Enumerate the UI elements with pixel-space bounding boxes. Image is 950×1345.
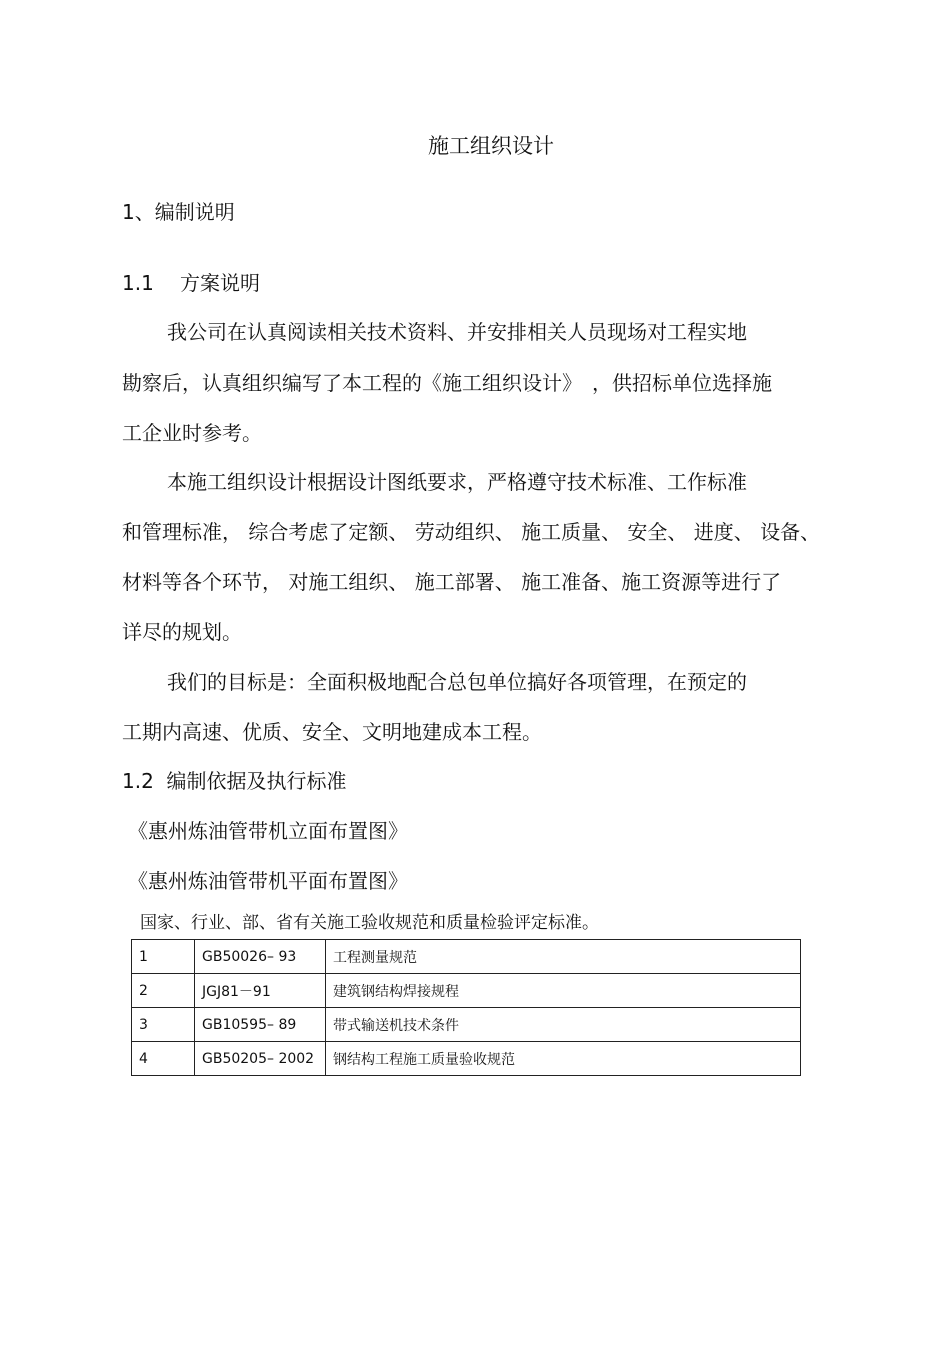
section-1-heading: 1、编制说明: [122, 200, 235, 224]
section-1-2-heading: [122, 765, 347, 794]
section-1-1-number: 1.1: [122, 271, 154, 295]
table-row: [132, 1042, 801, 1076]
section-1-1-heading: [122, 267, 260, 296]
paragraph-2-line-4: 详尽的规划。: [122, 620, 242, 644]
standard-code: GB10595– 89: [195, 1008, 326, 1042]
reference-drawing-1: 《惠州炼油管带机立面布置图》: [128, 819, 408, 843]
standard-code: JGJ81－91: [195, 974, 326, 1008]
paragraph-3-line-1: 我们的目标是：全面积极地配合总包单位搞好各项管理，在预定的: [167, 670, 747, 694]
reference-drawing-2: 《惠州炼油管带机平面布置图》: [128, 869, 408, 893]
document-title: 施工组织设计: [428, 134, 554, 158]
paragraph-2-line-1: 本施工组织设计根据设计图纸要求，严格遵守技术标准、工作标准: [167, 470, 747, 494]
standard-number: 1: [132, 940, 195, 974]
standard-name: 钢结构工程施工质量验收规范: [326, 1042, 801, 1076]
paragraph-2-line-2: 和管理标准， 综合考虑了定额、 劳动组织、 施工质量、 安全、 进度、 设备、: [122, 520, 821, 544]
paragraph-1-line-3: 工企业时参考。: [122, 421, 262, 445]
standard-number: 3: [132, 1008, 195, 1042]
standard-name: 工程测量规范: [326, 940, 801, 974]
table-row: [132, 974, 801, 1008]
standards-note: 国家、行业、部、省有关施工验收规范和质量检验评定标准。: [140, 913, 599, 933]
standard-number: 4: [132, 1042, 195, 1076]
table-row: [132, 940, 801, 974]
section-1-2-number: 1.2: [122, 769, 154, 793]
table-row: [132, 1008, 801, 1042]
standards-table: [131, 939, 801, 1076]
standard-code: GB50026– 93: [195, 940, 326, 974]
paragraph-2-line-3: 材料等各个环节， 对施工组织、 施工部署、 施工准备、施工资源等进行了: [122, 570, 782, 594]
paragraph-1-line-1: 我公司在认真阅读相关技术资料、并安排相关人员现场对工程实地: [167, 320, 747, 344]
section-1-2-title: 编制依据及执行标准: [166, 769, 347, 793]
paragraph-3-line-2: 工期内高速、优质、安全、文明地建成本工程。: [122, 720, 542, 744]
standard-name: 带式输送机技术条件: [326, 1008, 801, 1042]
standard-number: 2: [132, 974, 195, 1008]
standard-code: GB50205– 2002: [195, 1042, 326, 1076]
section-1-1-title: 方案说明: [180, 271, 260, 295]
standard-name: 建筑钢结构焊接规程: [326, 974, 801, 1008]
paragraph-1-line-2: 勘察后，认真组织编写了本工程的《施工组织设计》 ，供招标单位选择施: [122, 371, 772, 395]
